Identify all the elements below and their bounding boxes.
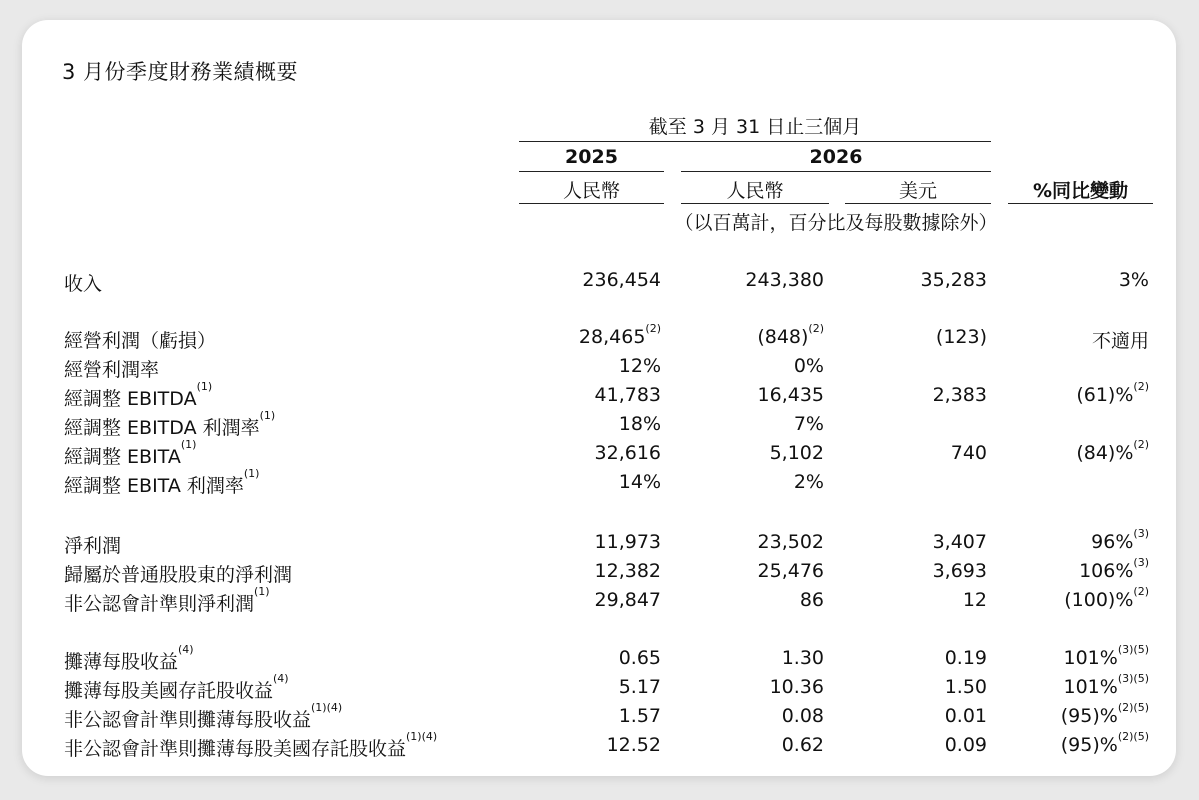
col3-underline [845, 203, 991, 204]
row-label: 非公認會計準則攤薄每股收益$^{(1)(4)}$ [64, 701, 343, 731]
value-2026-rmb: 5,102 [769, 442, 824, 464]
value-2026-usd: 0.01 [944, 705, 987, 727]
value-2026-rmb: 0.08 [781, 705, 824, 727]
value-yoy: 3% [1118, 269, 1149, 291]
value-2025: 29,847 [594, 589, 661, 611]
value-2025: 12.52 [606, 734, 661, 756]
table-row [0, 585, 1199, 619]
value-2026-rmb: 86 [799, 589, 824, 611]
value-yoy: (95)%$^{(2)(5)}$ [1060, 730, 1149, 756]
value-2026-rmb: 25,476 [757, 560, 824, 582]
currency-usd: 美元 [898, 180, 937, 202]
year-2025-header: 2025 [565, 146, 618, 168]
value-yoy: (95)%$^{(2)(5)}$ [1060, 701, 1149, 727]
value-2025: 5.17 [618, 676, 661, 698]
year-2026-header: 2026 [809, 146, 863, 168]
value-yoy: 不適用 [1091, 330, 1149, 352]
page-title: 3 月份季度財務業績概要 [62, 60, 299, 84]
value-2025: 12,382 [594, 560, 661, 582]
row-label: 經營利潤（虧損） [64, 330, 217, 352]
unit-note: （以百萬計，百分比及每股數據除外） [674, 212, 998, 234]
period-underline [519, 141, 991, 142]
year-2026-underline [681, 171, 991, 172]
value-yoy: 106%$^{(3)}$ [1079, 556, 1149, 582]
table-row [0, 730, 1199, 764]
row-label: 淨利潤 [64, 535, 122, 557]
value-yoy: 101%$^{(3)(5)}$ [1063, 672, 1149, 698]
table-row [0, 322, 1199, 356]
year-2025-underline [519, 171, 664, 172]
row-label: 收入 [64, 273, 103, 295]
value-2025: 28,465$^{(2)}$ [578, 322, 661, 348]
value-2026-usd: 35,283 [920, 269, 987, 291]
value-2026-usd: 0.09 [944, 734, 987, 756]
value-2026-rmb: 0% [793, 355, 824, 377]
table-row [0, 701, 1199, 735]
value-yoy: (84)%$^{(2)}$ [1076, 438, 1149, 464]
value-2025: 32,616 [594, 442, 661, 464]
value-2026-rmb: 10.36 [769, 676, 824, 698]
value-2025: 18% [618, 413, 661, 435]
value-2026-usd: 740 [950, 442, 987, 464]
value-2025: 0.65 [618, 647, 661, 669]
value-2026-rmb: 23,502 [757, 531, 824, 553]
value-2026-rmb: 243,380 [745, 269, 824, 291]
value-yoy: (61)%$^{(2)}$ [1076, 380, 1149, 406]
value-2026-rmb: 2% [793, 471, 824, 493]
value-2025: 14% [618, 471, 661, 493]
row-label: 經調整 EBITA 利潤率$^{(1)}$ [64, 467, 260, 497]
value-2026-usd: 3,407 [932, 531, 987, 553]
value-2026-rmb: 7% [793, 413, 824, 435]
value-yoy: 101%$^{(3)(5)}$ [1063, 643, 1149, 669]
table-row [0, 438, 1199, 472]
value-2026-usd: (123) [935, 326, 987, 348]
value-yoy: 96%$^{(3)}$ [1091, 527, 1149, 553]
period-header: 截至 3 月 31 日止三個月 [648, 116, 862, 138]
value-2026-usd: 0.19 [944, 647, 987, 669]
row-label: 攤薄每股美國存託股收益$^{(4)}$ [64, 672, 289, 702]
table-row [0, 556, 1199, 590]
value-2025: 236,454 [582, 269, 661, 291]
value-2026-usd: 1.50 [944, 676, 987, 698]
row-label: 經調整 EBITDA$^{(1)}$ [64, 380, 213, 410]
table-row [0, 672, 1199, 706]
value-2026-rmb: $(848)^{(2)}$ [757, 322, 824, 348]
col1-underline [519, 203, 664, 204]
value-2025: 11,973 [594, 531, 661, 553]
value-yoy: (100)%$^{(2)}$ [1064, 585, 1149, 611]
table-row [0, 269, 1199, 299]
value-2026-usd: 12 [962, 589, 987, 611]
table-row [0, 527, 1199, 561]
row-label: 非公認會計準則攤薄每股美國存託股收益$^{(1)(4)}$ [64, 730, 438, 760]
yoy-change-header: %同比變動 [1032, 180, 1129, 202]
col2-underline [681, 203, 829, 204]
table-row [0, 380, 1199, 414]
currency-rmb-2025: 人民幣 [562, 180, 620, 202]
row-label: 歸屬於普通股股東的淨利潤 [64, 564, 293, 586]
col4-underline [1008, 203, 1153, 204]
row-label: 攤薄每股收益$^{(4)}$ [64, 643, 194, 673]
value-2025: 41,783 [594, 384, 661, 406]
value-2026-rmb: 16,435 [757, 384, 824, 406]
currency-rmb-2026: 人民幣 [726, 180, 784, 202]
value-2026-rmb: 1.30 [781, 647, 824, 669]
row-label: 經調整 EBITA$^{(1)}$ [64, 438, 197, 468]
table-row [0, 467, 1199, 501]
table-row [0, 355, 1199, 385]
value-2026-usd: 3,693 [932, 560, 987, 582]
value-2025: 12% [618, 355, 661, 377]
value-2026-usd: 2,383 [932, 384, 987, 406]
row-label: 非公認會計準則淨利潤$^{(1)}$ [64, 585, 270, 615]
value-2025: 1.57 [618, 705, 661, 727]
table-row [0, 409, 1199, 443]
value-2026-rmb: 0.62 [781, 734, 824, 756]
row-label: 經調整 EBITDA 利潤率$^{(1)}$ [64, 409, 276, 439]
row-label: 經營利潤率 [64, 359, 160, 381]
table-row [0, 643, 1199, 677]
